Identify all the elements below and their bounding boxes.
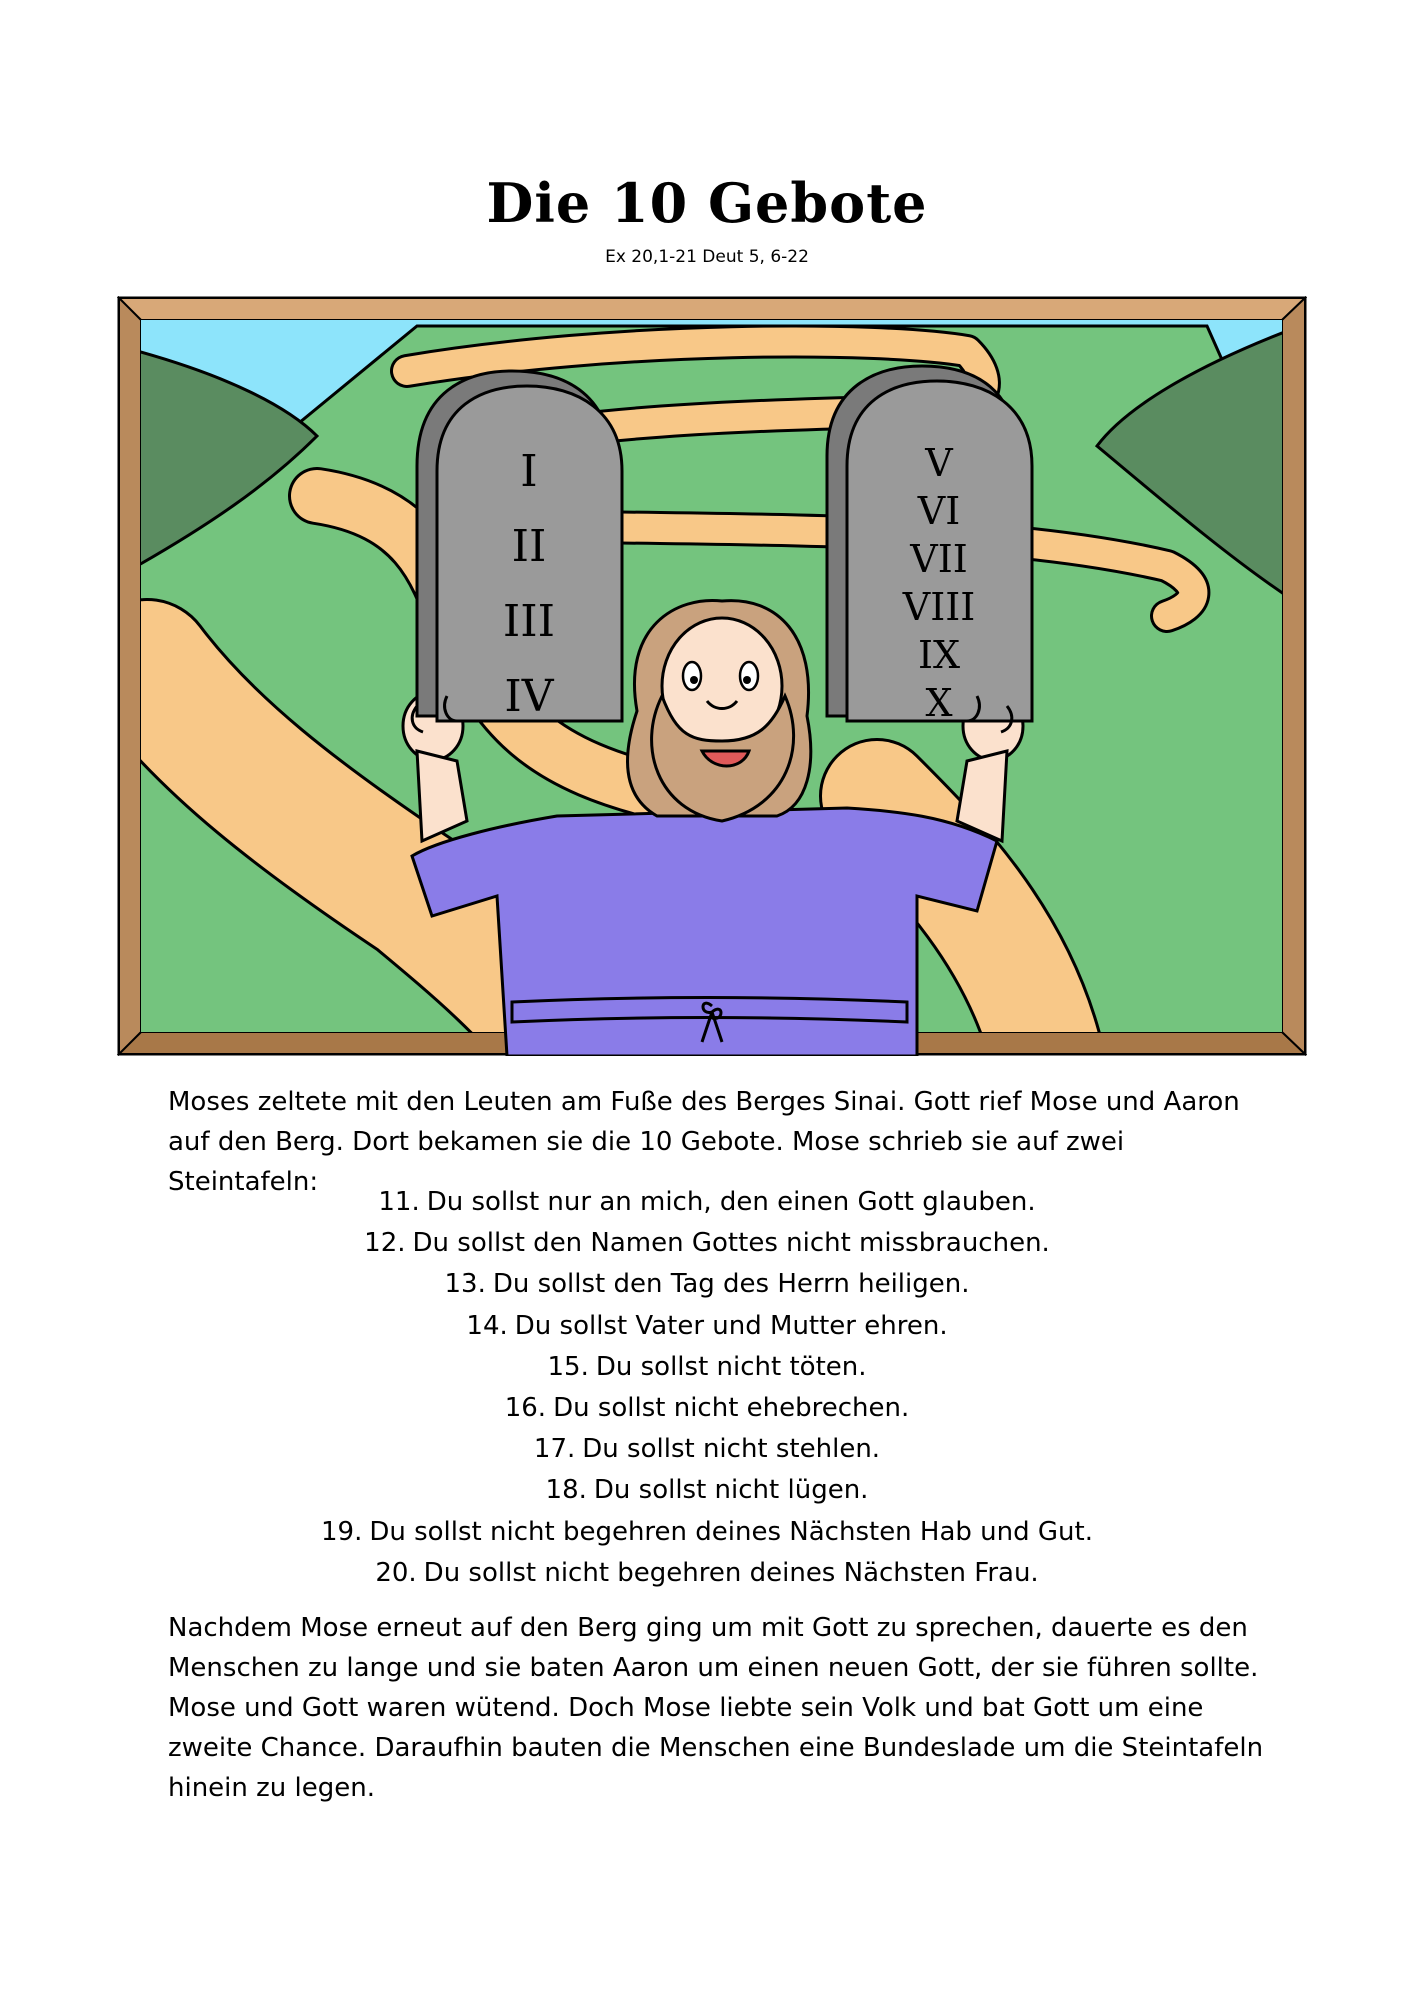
bible-reference: Ex 20,1-21 Deut 5, 6-22 [605,247,809,267]
commandment-item [0,1347,1414,1388]
commandment-text: Du sollst nicht lügen. [593,1475,869,1506]
tablet-numeral: I [520,446,538,497]
right-stone-tablet [827,366,1032,725]
commandments-list [0,1182,1414,1594]
tablet-numeral: IV [504,671,554,722]
moses-tablets-illustration [117,296,1307,1056]
commandment-text: Du sollst Vater und Mutter ehren. [514,1310,948,1341]
commandment-text: Du sollst nicht begehren deines Nächsten Frau. [423,1557,1039,1588]
commandment-item [0,1306,1414,1347]
commandment-number: 12. [364,1228,406,1259]
tablet-numeral: II [511,521,547,572]
commandment-item [0,1223,1414,1264]
page-title: Die 10 Gebote [486,171,928,235]
outro-paragraph: Nachdem Mose erneut auf den Berg ging um mit Gott zu sprechen, dauerte es den Menschen zu lange und sie baten Aaron um einen neuen Gott, der sie führen sollte. Mose und Gott waren wütend. Doch Mose liebte sein Volk und bat Gott um eine zweite Chance. Daraufhin bauten die Menschen eine Bundeslade um die Steintafeln hinein zu legen. [168,1613,1264,1803]
commandment-text: Du sollst nicht stehlen. [582,1434,881,1465]
tablet-numeral: VIII [902,585,976,629]
commandment-text: Du sollst nur an mich, den einen Gott glauben. [426,1187,1036,1217]
commandment-text: Du sollst den Namen Gottes nicht missbrauchen. [412,1228,1050,1259]
tablet-numeral: IX [917,633,961,677]
commandment-number: 14. [466,1310,508,1341]
commandment-number: 11. [378,1187,420,1217]
commandment-item [0,1553,1414,1594]
tablet-numeral: X [925,681,953,725]
commandment-text: Du sollst nicht töten. [595,1351,867,1382]
commandment-text: Du sollst nicht begehren deines Nächsten Hab und Gut. [369,1516,1093,1547]
commandment-text: Du sollst nicht ehebrechen. [553,1393,910,1424]
commandment-number: 15. [547,1351,589,1382]
commandment-text: Du sollst den Tag des Herrn heiligen. [492,1269,970,1300]
tablet-numeral: III [502,596,556,647]
left-stone-tablet [417,371,622,722]
commandment-number: 17. [533,1434,576,1465]
commandment-number: 16. [504,1393,547,1424]
intro-paragraph: Moses zeltete mit den Leuten am Fuße des Berges Sinai. Gott rief Mose und Aaron auf den Berg. Dort bekamen sie die 10 Gebote. Mose schrieb sie auf zwei Steintafeln: [168,1087,1240,1197]
commandment-number: 13. [444,1269,486,1300]
commandment-item [0,1429,1414,1470]
tablet-numeral: V [925,441,953,485]
commandment-number: 20. [375,1557,417,1588]
commandment-item [0,1470,1414,1511]
commandment-number: 19. [320,1516,363,1547]
commandment-item [0,1182,1414,1223]
commandment-item [0,1264,1414,1305]
tablet-numeral: VII [910,537,968,581]
commandment-item [0,1512,1414,1553]
commandment-item [0,1388,1414,1429]
commandment-number: 18. [545,1475,587,1506]
tablet-numeral: VI [917,489,961,533]
